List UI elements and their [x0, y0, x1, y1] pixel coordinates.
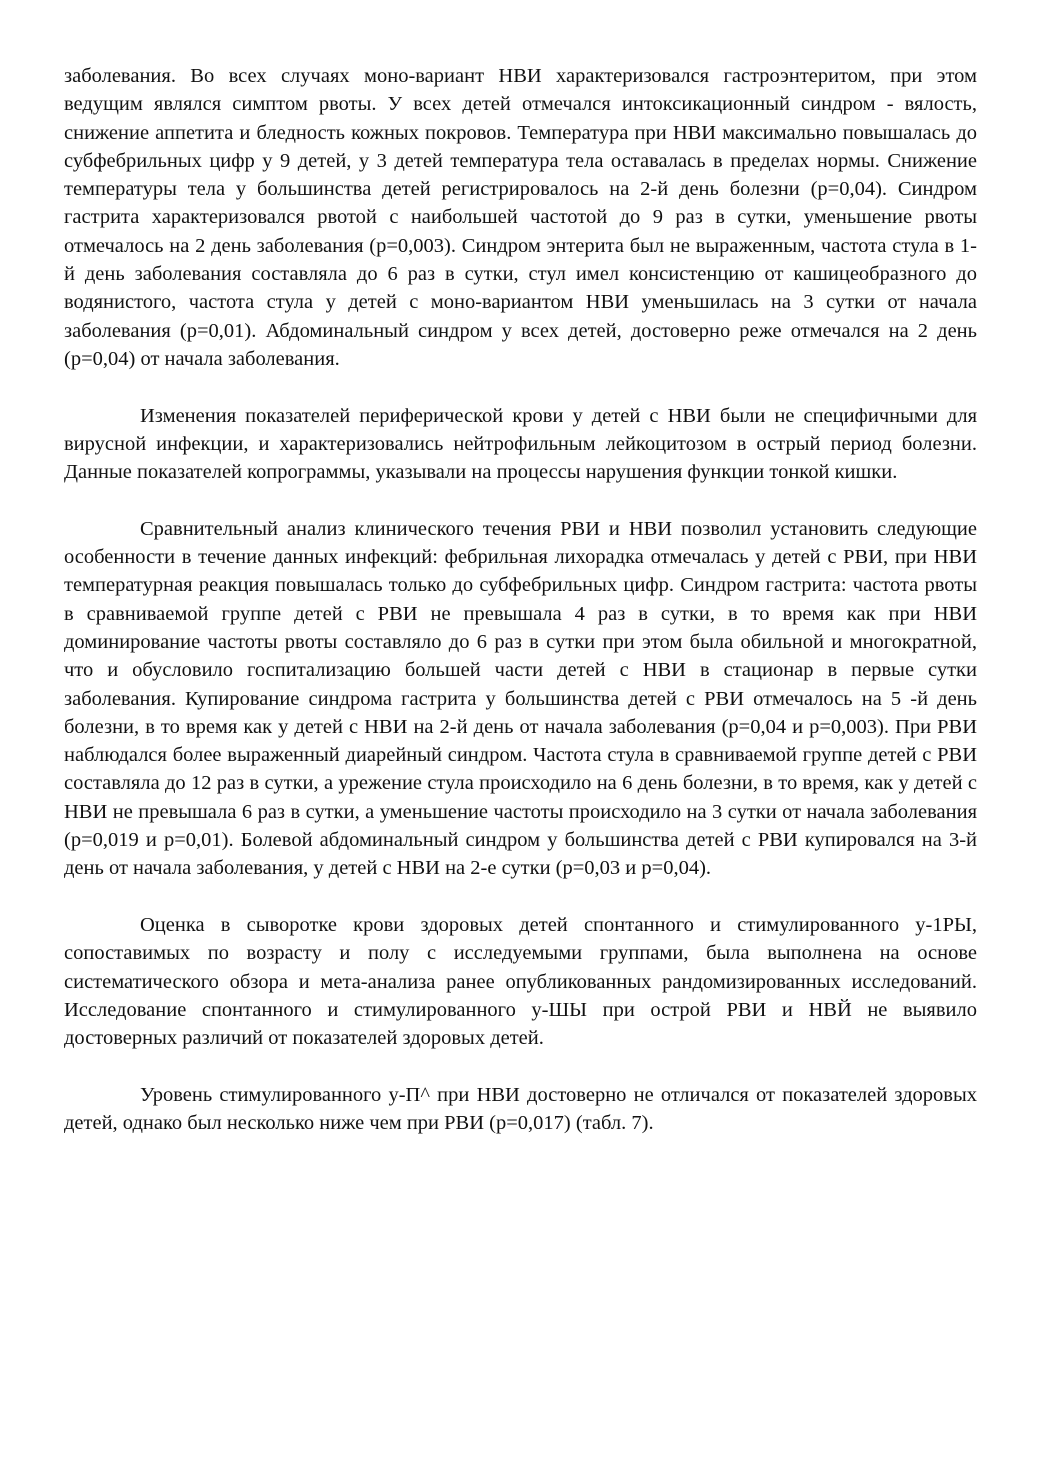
- document-page: [64, 62, 977, 1137]
- paragraph-blood-indicators: Изменения показателей периферической крови у детей с НВИ были не специфичными для вирусной инфекции, и характеризовались нейтрофильным лейкоцитозом в острый период болезни. Данные показателей копрограммы, указывали на процессы нарушения функции тонкой кишки.: [64, 404, 977, 484]
- paragraph-gap: [64, 1052, 977, 1080]
- paragraph-comparative-analysis: Сравнительный анализ клинического течения РВИ и НВИ позволил установить следующие особенности в течение данных инфекций: фебрильная лихорадка отмечалась у детей с РВИ, при НВИ температурная реакция повышалась только до субфебрильных цифр. Синдром гастрита: частота рвоты в сравниваемой группе детей с РВИ не превышала 4 раз в сутки, в то время как при НВИ доминирование частоты рвоты составляло до 6 раз в сутки при этом была обильной и многократной, что и обусловило госпитализацию большей части детей с НВИ в стационар в первые сутки заболевания. Купирование синдрома гастрита у большинства детей с РВИ отмечалось на 5 -й день болезни, в то время как у детей с НВИ на 2-й день от начала заболевания (р=0,04 и р=0,003). При РВИ наблюдался более выраженный диарейный синдром. Частота стула в сравниваемой группе детей с РВИ составляла до 12 раз в сутки, а урежение стула происходило на 6 день болезни, в то время, как у детей с НВИ не превышала 6 раз в сутки, а уменьшение частоты происходило на 3 сутки от начала заболевания (р=0,019 и р=0,01). Болевой абдоминальный синдром у большинства детей с РВИ купировался на 3-й день от начала заболевания, у детей с НВИ на 2-е сутки (р=0,03 и р=0,04).: [64, 517, 977, 880]
- paragraph-gap: [64, 486, 977, 514]
- paragraph-serum-assessment: Оценка в сыворотке крови здоровых детей спонтанного и стимулированного у-1РЫ, сопоставимых по возрасту и полу с исследуемыми группами, была выполнена на основе систематического обзора и мета-анализа ранее опубликованных рандомизированных исследований. Исследование спонтанного и стимулированного у-ШЫ при острой РВИ и НВЙ не выявило достоверных различий от показателей здоровых детей.: [64, 913, 977, 1050]
- paragraph-noroviral-mono-variant: заболевания. Во всех случаях моно-вариант НВИ характеризовался гастроэнтеритом, при этом ведущим являлся симптом рвоты. У всех детей отмечался интоксикационный синдром - вялость, снижение аппетита и бледность кожных покровов. Температура при НВИ максимально повышалась до субфебрильных цифр у 9 детей, у 3 детей температура тела оставалась в пределах нормы. Снижение температуры тела у большинства детей регистрировалось на 2-й день болезни (р=0,04). Синдром гастрита характеризовался рвотой с наибольшей частотой до 9 раз в сутки, уменьшение рвоты отмечалось на 2 день заболевания (р=0,003). Синдром энтерита был не выраженным, частота стула в 1-й день заболевания составляла до 6 раз в сутки, стул имел консистенцию от кашицеобразного до водянистого, частота стула у детей с моно-вариантом НВИ уменьшилась на 3 сутки от начала заболевания (р=0,01). Абдоминальный синдром у всех детей, достоверно реже отмечался на 2 день (р=0,04) от начала заболевания.: [64, 65, 977, 370]
- paragraph-stimulated-level: Уровень стимулированного у-П^ при НВИ достоверно не отличался от показателей здоровых детей, однако был несколько ниже чем при РВИ (р=0,017) (табл. 7).: [64, 1083, 977, 1134]
- paragraph-gap: [64, 883, 977, 911]
- paragraph-gap: [64, 373, 977, 401]
